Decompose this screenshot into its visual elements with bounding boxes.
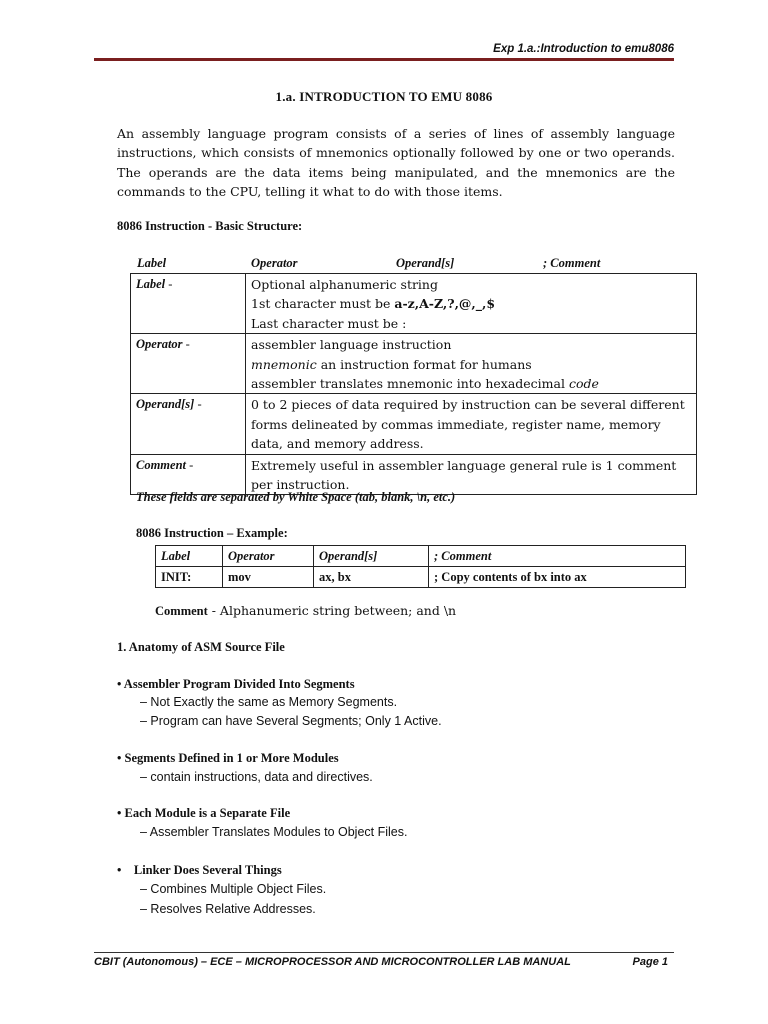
row-description: 0 to 2 pieces of data required by instruction can be several different forms delineated by commas immediate, register name, memory data, and memory address. <box>246 394 697 454</box>
section-item: – Combines Multiple Object Files. <box>140 882 327 896</box>
anatomy-heading: 1. Anatomy of ASM Source File <box>117 640 285 654</box>
example-cell: mov <box>223 567 314 588</box>
row-description: Extremely useful in assembler language general rule is 1 comment per instruction. <box>246 454 697 495</box>
example-col-operands: Operand[s] <box>314 546 429 567</box>
running-header: Exp 1.a.:Introduction to emu8086 <box>493 43 674 55</box>
section-item: – Assembler Translates Modules to Object Files. <box>140 825 408 839</box>
example-header-row <box>156 546 686 567</box>
example-heading: 8086 Instruction – Example: <box>136 526 288 540</box>
comment-definition: Comment - Alphanumeric string between; and \n <box>155 603 457 618</box>
header-rule <box>94 58 674 61</box>
row-key: Operator - <box>131 334 246 394</box>
example-cell: ax, bx <box>314 567 429 588</box>
structure-col-operator: Operator <box>251 256 298 270</box>
section-title: • Each Module is a Separate File <box>117 806 291 820</box>
footer-title: CBIT (Autonomous) – ECE – MICROPROCESSOR AND MICROCONTROLLER LAB MANUAL <box>94 956 571 968</box>
section-item: – Not Exactly the same as Memory Segments. <box>140 695 398 709</box>
intro-paragraph: An assembly language program consists of a series of lines of assembly language instructions, which consists of mnemonics optionally followed by one or two operands. The operands are the data items being manipulated, and the mnemonics are the commands to the CPU, telling it what to do with those items. <box>117 126 675 199</box>
structure-heading: 8086 Instruction - Basic Structure: <box>117 219 303 233</box>
row-description: Optional alphanumeric string 1st character must be a-z,A-Z,?,@,_,$ Last character must be : <box>246 274 697 334</box>
structure-row-label <box>131 274 697 334</box>
row-description: assembler language instruction mnemonic an instruction format for humans assembler translates mnemonic into hexadecimal code <box>246 334 697 394</box>
page-number: Page 1 <box>632 956 668 968</box>
example-table <box>155 545 686 588</box>
row-key: Comment - <box>131 454 246 495</box>
section-item: – Program can have Several Segments; Only 1 Active. <box>140 714 442 728</box>
example-col-operator: Operator <box>223 546 314 567</box>
section-title: • Segments Defined in 1 or More Modules <box>117 751 339 765</box>
example-cell: ; Copy contents of bx into ax <box>429 567 686 588</box>
row-key: Label - <box>131 274 246 334</box>
page-footer <box>94 952 674 976</box>
structure-row-operands <box>131 394 697 454</box>
structure-row-operator <box>131 334 697 394</box>
whitespace-note: These fields are separated by White Space (tab, blank, \n, etc.) <box>136 490 456 504</box>
structure-col-comment: ; Comment <box>543 256 601 270</box>
row-key: Operand[s] - <box>131 394 246 454</box>
example-cell: INIT: <box>156 567 223 588</box>
structure-col-label: Label <box>137 256 167 270</box>
structure-col-operands: Operand[s] <box>396 256 455 270</box>
section-title: • Linker Does Several Things <box>117 863 282 877</box>
example-col-comment: ; Comment <box>429 546 686 567</box>
structure-table <box>130 273 697 495</box>
structure-row-comment <box>131 454 697 495</box>
section-item: – contain instructions, data and directives. <box>140 770 373 784</box>
page-title: 1.a. INTRODUCTION TO EMU 8086 <box>275 89 493 104</box>
section-item: – Resolves Relative Addresses. <box>140 902 316 916</box>
example-row <box>156 567 686 588</box>
example-col-label: Label <box>156 546 223 567</box>
section-title: • Assembler Program Divided Into Segments <box>117 677 355 691</box>
